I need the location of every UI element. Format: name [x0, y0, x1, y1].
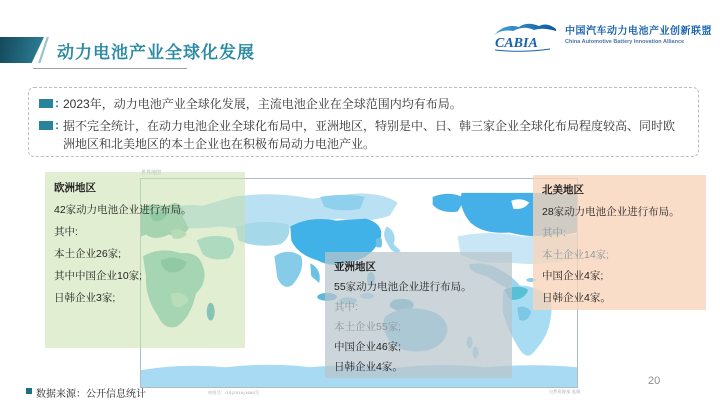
- bullet-text: 2023年，动力电池产业全球化发展，主流电池企业在全球范围内均有布局。: [63, 97, 462, 111]
- bullet-item: [39, 95, 686, 114]
- region-label-asia: [325, 252, 512, 378]
- bullet-square-icon: [39, 99, 53, 108]
- map-attribution-left: 审图号：GS(2016)1666号: [208, 390, 260, 395]
- page-title: 动力电池产业全球化发展: [57, 43, 255, 62]
- region-line: 本土企业26家;: [54, 248, 122, 260]
- region-title: 北美地区: [542, 184, 584, 196]
- region-label-north-america: [533, 175, 706, 310]
- bullet-colon-icon: :: [55, 96, 59, 110]
- map-attribution-right: 自然资源部 监制: [549, 389, 581, 394]
- bullet-colon-icon: :: [55, 117, 59, 132]
- region-line: 本土企业55家;: [334, 321, 402, 333]
- region-line: 其中:: [54, 226, 78, 238]
- region-line: 其中:: [542, 227, 566, 239]
- source-square-icon: [26, 388, 32, 394]
- region-line: 其中:: [334, 301, 358, 313]
- logo-name-en: China Automotive Battery Innovation Alliance: [565, 38, 685, 45]
- bullet-text: 据不完全统计，在动力电池企业全球化布局中，亚洲地区，特别是中、日、韩三家企业全球化布局程度较高、同时欧洲地区和北美地区的本土企业也在积极布局动力电池产业。: [63, 118, 676, 152]
- logo-name-cn: 中国汽车动力电池产业创新联盟: [565, 26, 712, 38]
- title-accent-shape: [0, 37, 44, 63]
- bullet-square-icon: [39, 121, 53, 130]
- region-line: 中国企业46家;: [334, 341, 402, 353]
- bullet-item: [39, 117, 686, 154]
- summary-panel: [28, 87, 699, 157]
- svg-text:CABIA: CABIA: [495, 36, 538, 51]
- region-line: 本土企业14家;: [542, 248, 610, 261]
- data-source: 数据来源：公开信息统计: [36, 389, 146, 400]
- region-line: 日韩企业3家;: [54, 292, 116, 304]
- region-line: 日韩企业4家。: [334, 361, 403, 373]
- page-number: 20: [648, 375, 661, 387]
- region-line: 42家动力电池企业进行布局。: [54, 204, 192, 216]
- region-line: 日韩企业4家。: [542, 291, 611, 304]
- region-line: 55家动力电池企业进行布局。: [334, 281, 472, 293]
- cabia-logo: [492, 20, 712, 52]
- region-line: 中国企业4家;: [542, 270, 604, 282]
- region-label-europe: [45, 172, 245, 348]
- region-title: 亚洲地区: [334, 261, 376, 273]
- cabia-logo-icon: [492, 20, 558, 52]
- region-title: 欧洲地区: [54, 182, 96, 194]
- title-underline: [33, 68, 187, 69]
- region-line: 其中中国企业10家;: [54, 270, 143, 282]
- region-line: 28家动力电池企业进行布局。: [542, 205, 680, 218]
